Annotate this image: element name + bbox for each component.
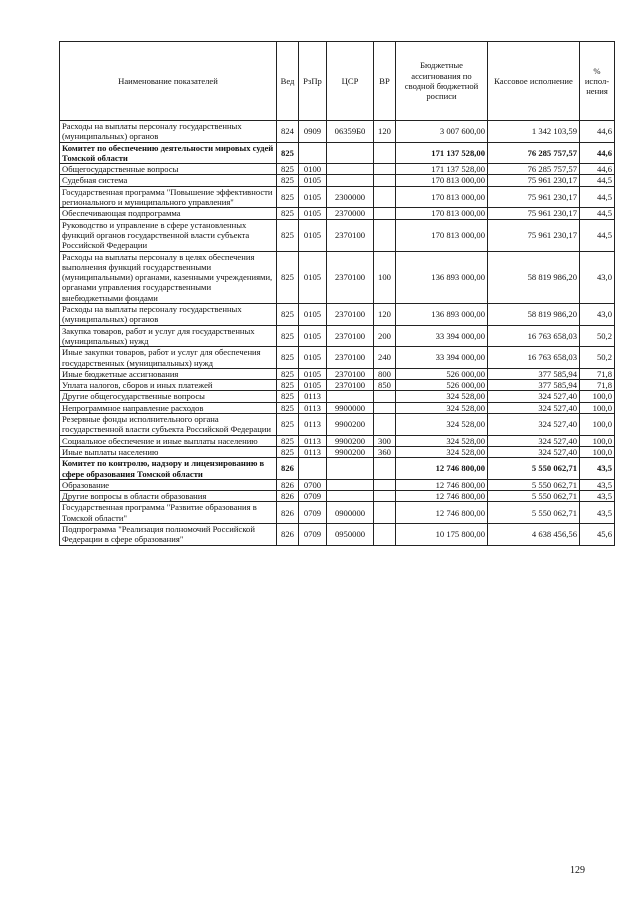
- cell-ved: 825: [277, 251, 299, 303]
- cell-percent: 43,0: [580, 304, 615, 326]
- cell-csr: 2370100: [327, 219, 374, 251]
- cell-rzpr: 0113: [299, 391, 327, 402]
- cell-csr: [327, 491, 374, 502]
- cell-assignments: 324 528,00: [396, 446, 488, 457]
- cell-assignments: 526 000,00: [396, 380, 488, 391]
- cell-cash-execution: 4 638 456,56: [488, 523, 580, 545]
- cell-name: Расходы на выплаты персоналу государственных (муниципальных) органов: [60, 121, 277, 143]
- page-number: 129: [570, 865, 585, 876]
- cell-rzpr: 0105: [299, 219, 327, 251]
- table-row: [60, 479, 615, 490]
- cell-name: Комитет по обеспечению деятельности мировых судей Томской области: [60, 142, 277, 164]
- cell-csr: 9900000: [327, 402, 374, 413]
- header-cash-execution: Кассовое исполнение: [488, 42, 580, 121]
- cell-ved: 825: [277, 304, 299, 326]
- table-row: [60, 502, 615, 524]
- cell-name: Расходы на выплаты персоналу в целях обеспечения выполнения функций государственными (муниципальными) органами, казенными учреждениями, органами управления государственными внебюджетными фондами: [60, 251, 277, 303]
- cell-vr: [374, 186, 396, 208]
- cell-name: Судебная система: [60, 175, 277, 186]
- cell-vr: [374, 142, 396, 164]
- cell-ved: 825: [277, 186, 299, 208]
- cell-name: Резервные фонды исполнительного органа государственной власти субъекта Российской Федерации: [60, 414, 277, 436]
- table-row: [60, 121, 615, 143]
- cell-percent: 50,2: [580, 347, 615, 369]
- cell-vr: [374, 208, 396, 219]
- budget-table: [59, 41, 615, 546]
- cell-csr: 2370100: [327, 251, 374, 303]
- table-row: [60, 325, 615, 347]
- cell-cash-execution: 16 763 658,03: [488, 325, 580, 347]
- cell-percent: 45,6: [580, 523, 615, 545]
- cell-vr: 120: [374, 121, 396, 143]
- cell-cash-execution: 324 527,40: [488, 402, 580, 413]
- cell-vr: [374, 414, 396, 436]
- cell-csr: 2300000: [327, 186, 374, 208]
- cell-percent: 71,8: [580, 380, 615, 391]
- cell-assignments: 12 746 800,00: [396, 458, 488, 480]
- cell-cash-execution: 5 550 062,71: [488, 479, 580, 490]
- cell-name: Руководство и управление в сфере установленных функций органов государственной власти субъекта Российской Федерации: [60, 219, 277, 251]
- cell-assignments: 12 746 800,00: [396, 491, 488, 502]
- cell-vr: [374, 402, 396, 413]
- cell-percent: 44,5: [580, 208, 615, 219]
- cell-name: Другие вопросы в области образования: [60, 491, 277, 502]
- header-name: Наименование показателей: [60, 42, 277, 121]
- cell-cash-execution: 324 527,40: [488, 414, 580, 436]
- cell-ved: 825: [277, 208, 299, 219]
- cell-cash-execution: 377 585,94: [488, 380, 580, 391]
- table-row: [60, 380, 615, 391]
- cell-assignments: 324 528,00: [396, 391, 488, 402]
- cell-vr: [374, 164, 396, 175]
- cell-name: Комитет по контролю, надзору и лицензированию в сфере образования Томской области: [60, 458, 277, 480]
- cell-assignments: 136 893 000,00: [396, 251, 488, 303]
- cell-csr: 2370100: [327, 380, 374, 391]
- table-row: [60, 251, 615, 303]
- cell-name: Государственная программа "Развитие образования в Томской области": [60, 502, 277, 524]
- cell-percent: 44,6: [580, 142, 615, 164]
- cell-cash-execution: 324 527,40: [488, 391, 580, 402]
- cell-cash-execution: 58 819 986,20: [488, 304, 580, 326]
- cell-assignments: 170 813 000,00: [396, 208, 488, 219]
- cell-assignments: 10 175 800,00: [396, 523, 488, 545]
- cell-name: Уплата налогов, сборов и иных платежей: [60, 380, 277, 391]
- cell-rzpr: 0105: [299, 304, 327, 326]
- cell-csr: 2370100: [327, 347, 374, 369]
- cell-cash-execution: 377 585,94: [488, 368, 580, 379]
- cell-cash-execution: 5 550 062,71: [488, 502, 580, 524]
- cell-vr: 120: [374, 304, 396, 326]
- cell-percent: 43,0: [580, 251, 615, 303]
- table-body: [60, 121, 615, 546]
- cell-cash-execution: 75 961 230,17: [488, 175, 580, 186]
- table-row: [60, 523, 615, 545]
- cell-assignments: 33 394 000,00: [396, 325, 488, 347]
- cell-percent: 43,5: [580, 491, 615, 502]
- cell-csr: [327, 458, 374, 480]
- cell-vr: 850: [374, 380, 396, 391]
- cell-vr: 100: [374, 251, 396, 303]
- cell-rzpr: 0113: [299, 446, 327, 457]
- cell-rzpr: 0105: [299, 325, 327, 347]
- cell-cash-execution: 324 527,40: [488, 446, 580, 457]
- cell-vr: [374, 491, 396, 502]
- cell-ved: 824: [277, 121, 299, 143]
- cell-ved: 825: [277, 175, 299, 186]
- cell-rzpr: 0113: [299, 435, 327, 446]
- cell-rzpr: 0909: [299, 121, 327, 143]
- cell-ved: 825: [277, 219, 299, 251]
- cell-ved: 825: [277, 402, 299, 413]
- cell-percent: 44,6: [580, 121, 615, 143]
- cell-cash-execution: 75 961 230,17: [488, 186, 580, 208]
- cell-rzpr: 0709: [299, 491, 327, 502]
- cell-vr: 200: [374, 325, 396, 347]
- cell-cash-execution: 75 961 230,17: [488, 219, 580, 251]
- table-row: [60, 491, 615, 502]
- cell-name: Другие общегосударственные вопросы: [60, 391, 277, 402]
- cell-vr: [374, 479, 396, 490]
- cell-vr: 360: [374, 446, 396, 457]
- cell-csr: 2370100: [327, 325, 374, 347]
- cell-csr: [327, 479, 374, 490]
- cell-csr: 2370100: [327, 368, 374, 379]
- table-row: [60, 164, 615, 175]
- cell-assignments: 171 137 528,00: [396, 164, 488, 175]
- cell-rzpr: 0709: [299, 502, 327, 524]
- header-percent: % испол-нения: [580, 42, 615, 121]
- cell-rzpr: 0105: [299, 208, 327, 219]
- header-vr: ВР: [374, 42, 396, 121]
- cell-vr: [374, 458, 396, 480]
- cell-percent: 71,8: [580, 368, 615, 379]
- cell-percent: 43,5: [580, 502, 615, 524]
- cell-csr: [327, 142, 374, 164]
- cell-ved: 826: [277, 523, 299, 545]
- cell-rzpr: 0105: [299, 380, 327, 391]
- cell-assignments: 324 528,00: [396, 435, 488, 446]
- cell-csr: 0900000: [327, 502, 374, 524]
- cell-rzpr: 0105: [299, 251, 327, 303]
- cell-csr: [327, 391, 374, 402]
- cell-cash-execution: 76 285 757,57: [488, 164, 580, 175]
- table-row: [60, 458, 615, 480]
- cell-cash-execution: 5 550 062,71: [488, 491, 580, 502]
- cell-name: Государственная программа "Повышение эффективности регионального и муниципального управления": [60, 186, 277, 208]
- cell-ved: 825: [277, 142, 299, 164]
- cell-rzpr: 0113: [299, 414, 327, 436]
- cell-assignments: 526 000,00: [396, 368, 488, 379]
- cell-csr: 06359Б0: [327, 121, 374, 143]
- cell-csr: 2370000: [327, 208, 374, 219]
- cell-name: Общегосударственные вопросы: [60, 164, 277, 175]
- table-row: [60, 186, 615, 208]
- table-row: [60, 446, 615, 457]
- cell-ved: 826: [277, 491, 299, 502]
- cell-ved: 826: [277, 458, 299, 480]
- cell-vr: 240: [374, 347, 396, 369]
- cell-ved: 826: [277, 502, 299, 524]
- cell-assignments: 33 394 000,00: [396, 347, 488, 369]
- cell-rzpr: 0100: [299, 164, 327, 175]
- table-row: [60, 414, 615, 436]
- cell-cash-execution: 58 819 986,20: [488, 251, 580, 303]
- cell-name: Образование: [60, 479, 277, 490]
- cell-percent: 100,0: [580, 435, 615, 446]
- table-row: [60, 368, 615, 379]
- cell-percent: 43,5: [580, 458, 615, 480]
- cell-assignments: 324 528,00: [396, 402, 488, 413]
- cell-assignments: 324 528,00: [396, 414, 488, 436]
- cell-percent: 43,5: [580, 479, 615, 490]
- header-rzpr: РзПр: [299, 42, 327, 121]
- cell-vr: 800: [374, 368, 396, 379]
- cell-ved: 825: [277, 435, 299, 446]
- cell-rzpr: [299, 458, 327, 480]
- cell-name: Обеспечивающая подпрограмма: [60, 208, 277, 219]
- table-row: [60, 402, 615, 413]
- cell-name: Иные выплаты населению: [60, 446, 277, 457]
- cell-percent: 44,5: [580, 219, 615, 251]
- cell-percent: 44,5: [580, 175, 615, 186]
- cell-name: Иные закупки товаров, работ и услуг для обеспечения государственных (муниципальных) нужд: [60, 347, 277, 369]
- cell-ved: 825: [277, 380, 299, 391]
- cell-assignments: 3 007 600,00: [396, 121, 488, 143]
- cell-rzpr: [299, 142, 327, 164]
- cell-rzpr: 0105: [299, 175, 327, 186]
- table-row: [60, 347, 615, 369]
- cell-percent: 100,0: [580, 446, 615, 457]
- cell-rzpr: 0105: [299, 186, 327, 208]
- cell-assignments: 170 813 000,00: [396, 219, 488, 251]
- cell-percent: 50,2: [580, 325, 615, 347]
- cell-rzpr: 0113: [299, 402, 327, 413]
- cell-rzpr: 0105: [299, 368, 327, 379]
- cell-cash-execution: 324 527,40: [488, 435, 580, 446]
- cell-csr: [327, 164, 374, 175]
- cell-assignments: 170 813 000,00: [396, 175, 488, 186]
- cell-name: Иные бюджетные ассигнования: [60, 368, 277, 379]
- cell-ved: 825: [277, 164, 299, 175]
- cell-name: Расходы на выплаты персоналу государственных (муниципальных) органов: [60, 304, 277, 326]
- cell-name: Подпрограмма "Реализация полномочий Российской Федерации в сфере образования": [60, 523, 277, 545]
- cell-name: Социальное обеспечение и иные выплаты населению: [60, 435, 277, 446]
- cell-cash-execution: 5 550 062,71: [488, 458, 580, 480]
- cell-cash-execution: 76 285 757,57: [488, 142, 580, 164]
- table-row: [60, 175, 615, 186]
- cell-csr: 0950000: [327, 523, 374, 545]
- cell-rzpr: 0700: [299, 479, 327, 490]
- cell-ved: 825: [277, 446, 299, 457]
- cell-percent: 100,0: [580, 414, 615, 436]
- cell-assignments: 171 137 528,00: [396, 142, 488, 164]
- cell-assignments: 136 893 000,00: [396, 304, 488, 326]
- cell-ved: 825: [277, 368, 299, 379]
- cell-csr: 2370100: [327, 304, 374, 326]
- cell-ved: 825: [277, 347, 299, 369]
- cell-assignments: 170 813 000,00: [396, 186, 488, 208]
- cell-percent: 44,5: [580, 186, 615, 208]
- table-row: [60, 219, 615, 251]
- cell-ved: 825: [277, 414, 299, 436]
- cell-percent: 44,6: [580, 164, 615, 175]
- cell-percent: 100,0: [580, 402, 615, 413]
- cell-ved: 826: [277, 479, 299, 490]
- cell-name: Непрограммное направление расходов: [60, 402, 277, 413]
- cell-cash-execution: 75 961 230,17: [488, 208, 580, 219]
- cell-csr: 9900200: [327, 414, 374, 436]
- cell-csr: 9900200: [327, 446, 374, 457]
- cell-name: Закупка товаров, работ и услуг для государственных (муниципальных) нужд: [60, 325, 277, 347]
- cell-vr: [374, 523, 396, 545]
- header-assignments: Бюджетные ассигнования по сводной бюджетной росписи: [396, 42, 488, 121]
- header-csr: ЦСР: [327, 42, 374, 121]
- table-row: [60, 391, 615, 402]
- table-row: [60, 142, 615, 164]
- cell-rzpr: 0105: [299, 347, 327, 369]
- table-row: [60, 435, 615, 446]
- cell-cash-execution: 1 342 103,59: [488, 121, 580, 143]
- cell-vr: [374, 502, 396, 524]
- header-ved: Вед: [277, 42, 299, 121]
- table-row: [60, 208, 615, 219]
- cell-ved: 825: [277, 391, 299, 402]
- cell-assignments: 12 746 800,00: [396, 502, 488, 524]
- table-row: [60, 304, 615, 326]
- cell-rzpr: 0709: [299, 523, 327, 545]
- cell-ved: 825: [277, 325, 299, 347]
- cell-vr: [374, 175, 396, 186]
- header-row: [60, 42, 615, 121]
- cell-percent: 100,0: [580, 391, 615, 402]
- cell-assignments: 12 746 800,00: [396, 479, 488, 490]
- cell-vr: 300: [374, 435, 396, 446]
- cell-csr: [327, 175, 374, 186]
- cell-vr: [374, 219, 396, 251]
- cell-csr: 9900200: [327, 435, 374, 446]
- cell-vr: [374, 391, 396, 402]
- cell-cash-execution: 16 763 658,03: [488, 347, 580, 369]
